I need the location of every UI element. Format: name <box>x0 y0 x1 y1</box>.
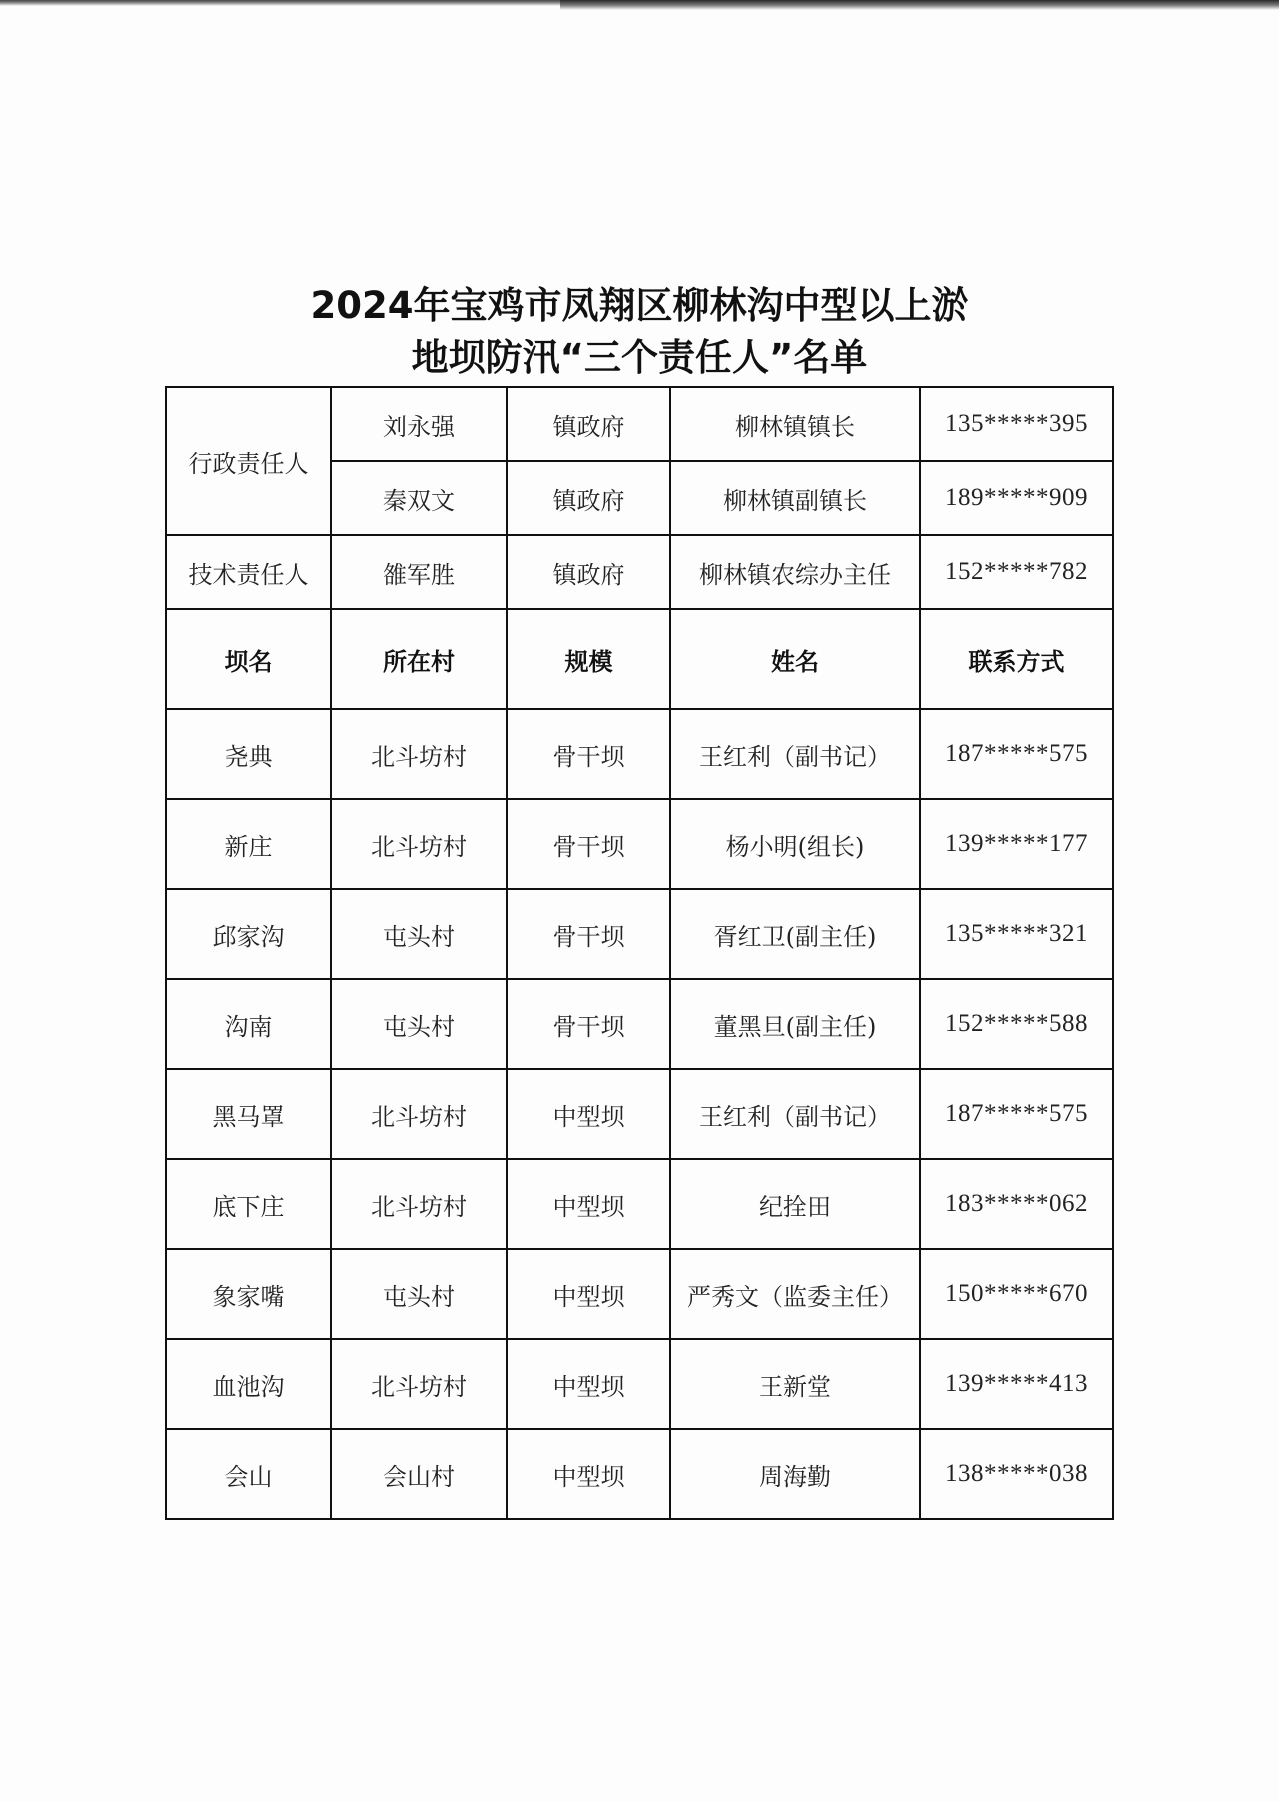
dam-village: 屯头村 <box>331 979 507 1069</box>
dam-person: 胥红卫(副主任) <box>670 889 920 979</box>
responsible-name: 雒军胜 <box>331 535 507 609</box>
responsible-position: 柳林镇农综办主任 <box>670 535 920 609</box>
responsible-unit: 镇政府 <box>507 535 670 609</box>
dam-village: 会山村 <box>331 1429 507 1519</box>
dam-person: 周海勤 <box>670 1429 920 1519</box>
dam-person: 王红利（副书记） <box>670 709 920 799</box>
responsible-position: 柳林镇镇长 <box>670 387 920 461</box>
dam-person: 严秀文（监委主任） <box>670 1249 920 1339</box>
dam-name: 血池沟 <box>166 1339 331 1429</box>
dam-phone: 187*****575 <box>920 709 1113 799</box>
dam-village: 北斗坊村 <box>331 1069 507 1159</box>
dam-person: 杨小明(组长) <box>670 799 920 889</box>
responsible-position: 柳林镇副镇长 <box>670 461 920 535</box>
dam-phone: 139*****177 <box>920 799 1113 889</box>
header-scale: 规模 <box>507 609 670 709</box>
responsible-unit: 镇政府 <box>507 387 670 461</box>
dam-phone: 139*****413 <box>920 1339 1113 1429</box>
table-row <box>166 1069 1113 1159</box>
dam-village: 北斗坊村 <box>331 709 507 799</box>
dam-phone: 183*****062 <box>920 1159 1113 1249</box>
dam-name: 邱家沟 <box>166 889 331 979</box>
dam-phone: 138*****038 <box>920 1429 1113 1519</box>
table-row <box>166 1339 1113 1429</box>
dam-phone: 187*****575 <box>920 1069 1113 1159</box>
dam-phone: 135*****321 <box>920 889 1113 979</box>
tech-responsible-row <box>166 535 1113 609</box>
table-row <box>166 1429 1113 1519</box>
dam-name: 会山 <box>166 1429 331 1519</box>
header-dam-name: 坝名 <box>166 609 331 709</box>
dam-scale: 骨干坝 <box>507 889 670 979</box>
dam-name: 象家嘴 <box>166 1249 331 1339</box>
title-line-1: 2024年宝鸡市凤翔区柳林沟中型以上淤 <box>310 284 969 327</box>
table-row <box>166 1159 1113 1249</box>
dam-name: 新庄 <box>166 799 331 889</box>
dam-scale: 中型坝 <box>507 1069 670 1159</box>
dam-village: 屯头村 <box>331 889 507 979</box>
responsible-phone: 152*****782 <box>920 535 1113 609</box>
responsible-phone: 189*****909 <box>920 461 1113 535</box>
responsible-name: 秦双文 <box>331 461 507 535</box>
table-row <box>166 889 1113 979</box>
scan-shadow-edge-right <box>560 0 1279 10</box>
dam-name: 沟南 <box>166 979 331 1069</box>
dam-village: 北斗坊村 <box>331 1159 507 1249</box>
table-header-row <box>166 609 1113 709</box>
dam-name: 黑马罩 <box>166 1069 331 1159</box>
dam-name: 底下庄 <box>166 1159 331 1249</box>
dam-scale: 中型坝 <box>507 1429 670 1519</box>
table-row <box>166 1249 1113 1339</box>
dam-scale: 骨干坝 <box>507 709 670 799</box>
dam-scale: 中型坝 <box>507 1159 670 1249</box>
responsible-phone: 135*****395 <box>920 387 1113 461</box>
header-person-name: 姓名 <box>670 609 920 709</box>
admin-responsible-row-1 <box>166 387 1113 461</box>
dam-person: 纪拴田 <box>670 1159 920 1249</box>
responsible-name: 刘永强 <box>331 387 507 461</box>
table-row <box>166 709 1113 799</box>
header-village: 所在村 <box>331 609 507 709</box>
responsible-unit: 镇政府 <box>507 461 670 535</box>
dam-phone: 150*****670 <box>920 1249 1113 1339</box>
responsibility-table <box>165 386 1114 1520</box>
role-cell-admin: 行政责任人 <box>166 387 331 535</box>
dam-village: 北斗坊村 <box>331 799 507 889</box>
table-row <box>166 799 1113 889</box>
role-cell-tech: 技术责任人 <box>166 535 331 609</box>
header-contact: 联系方式 <box>920 609 1113 709</box>
dam-scale: 骨干坝 <box>507 979 670 1069</box>
table-row <box>166 979 1113 1069</box>
dam-village: 屯头村 <box>331 1249 507 1339</box>
dam-name: 尧典 <box>166 709 331 799</box>
dam-person: 王新堂 <box>670 1339 920 1429</box>
dam-scale: 中型坝 <box>507 1339 670 1429</box>
dam-person: 王红利（副书记） <box>670 1069 920 1159</box>
dam-person: 董黑旦(副主任) <box>670 979 920 1069</box>
dam-village: 北斗坊村 <box>331 1339 507 1429</box>
dam-scale: 骨干坝 <box>507 799 670 889</box>
dam-scale: 中型坝 <box>507 1249 670 1339</box>
document-title <box>0 280 1279 384</box>
title-line-2: 地坝防汛“三个责任人”名单 <box>411 336 868 379</box>
dam-phone: 152*****588 <box>920 979 1113 1069</box>
